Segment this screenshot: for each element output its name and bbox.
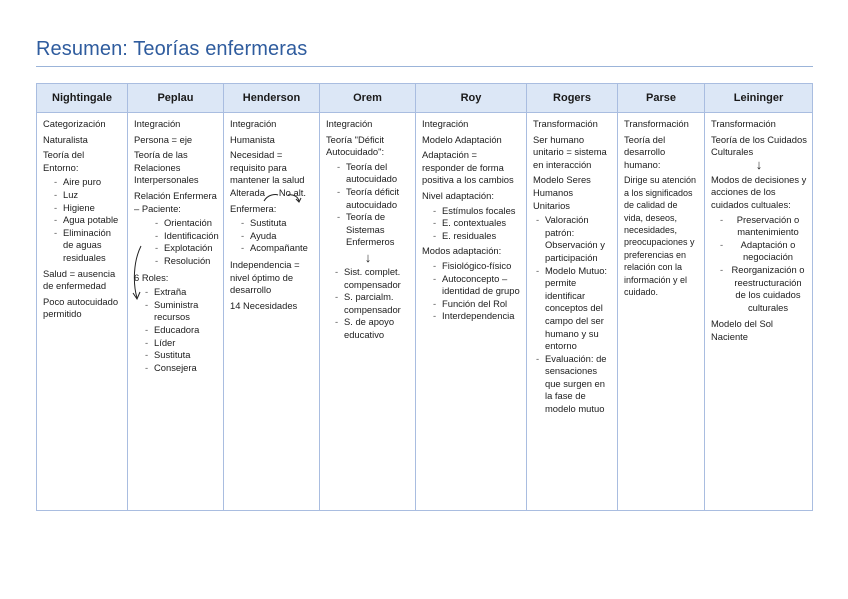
list-item: - Acompañante [240,242,314,255]
arrow-down-icon: ↓ [755,156,763,172]
list-item: - Sustituta [144,349,218,362]
column-roy [416,84,527,510]
theory-text: Teoría de los Cuidados Culturales [711,133,807,158]
category-text: Transformación [533,118,598,129]
list-item: - Sustituta [240,217,314,230]
modes-list [719,214,807,315]
roles-heading: 6 Roles: [134,271,169,283]
paradigm-text: Humanista [230,133,275,145]
column-body [37,113,127,324]
sunrise-model: Modelo del Sol Naciente [711,318,774,342]
category-text: Integración [230,118,277,129]
systems-list [334,266,410,342]
person-text: Persona = eje [134,133,193,145]
arrow-down-icon: ↓ [364,249,372,265]
phases-list [144,217,218,267]
subtheories-list [326,161,410,249]
column-orem [320,84,416,510]
need-definition: Necesidad = requisito para mantener la salud [230,149,305,186]
category-text: Transformación [624,118,689,129]
list-item: - Función del Rol [432,298,521,311]
list-item: - Sist. complet. compensador [334,266,410,291]
list-item: - Suministra recursos [144,299,218,324]
levels-list [422,205,521,243]
column-nightingale [37,84,128,510]
list-item: - Teoría déficit autocuidado [336,186,410,211]
nurse-heading: Enfermera: [230,202,277,214]
selfcare-note: Poco autocuidado permitido [43,295,119,320]
column-body [618,113,704,301]
column-leininger [705,84,812,510]
list-item: - Ayuda [240,230,314,243]
list-item: - Luz [53,189,122,202]
model-text: Modelo Adaptación [422,133,502,145]
list-item: - Extraña [144,286,218,299]
list-item: - Identificación [154,230,218,243]
list-item: - Autoconcepto – identidad de grupo [432,273,521,298]
list-item: - Reorganización o reestructuración de los cuidados culturales [719,264,807,314]
curved-arrow-icon [130,244,144,304]
category-text: Integración [134,118,181,129]
independence-definition: Independencia = nivel óptimo de desarrollo [230,258,300,296]
phases-list [535,214,612,416]
list-item: - Educadora [144,324,218,337]
list-item: - Resolución [154,255,218,268]
list-item: - E. residuales [432,230,521,243]
column-body [527,113,617,419]
list-item: - S. de apoyo educativo [334,316,410,341]
column-header: Nightingale [37,84,127,113]
modes-list [422,260,521,323]
column-parse [618,84,705,510]
category-text: Integración [326,118,373,129]
theory-text: Teoría de las Relaciones Interpersonales [134,149,199,186]
list-item: - Consejera [144,362,218,375]
category-text: Transformación [711,118,776,129]
column-body [705,113,812,347]
category-text: Categorización [43,118,106,129]
column-header: Roy [416,84,526,113]
title-divider [36,66,813,67]
list-item: - Líder [144,337,218,350]
list-item: - Eliminación de aguas residuales [53,227,122,265]
column-header: Parse [618,84,704,113]
list-item: - E. contextuales [432,217,521,230]
list-item: - Preservación o mantenimiento [719,214,807,239]
theory-description: Dirige su atención a los significados de calidad de vida, deseos, necesidades, preocupaciones y preferencias en relación con la información y el cuidado. [624,175,697,298]
column-header: Peplau [128,84,223,113]
relation-text: Relación Enfermera – Paciente: [134,189,217,214]
list-item: - Estímulos focales [432,205,521,218]
theory-text: Teoría del desarrollo humano: [624,133,666,170]
not-altered-label: No alt. [278,186,306,198]
list-item: - Higiene [53,202,122,215]
column-header: Henderson [224,84,319,113]
list-item: - S. parcialm. compensador [334,291,410,316]
list-item: - Evaluación: de sensaciones que surgen en la fase de modelo mutuo [535,353,610,416]
levels-heading: Nivel adaptación: [422,189,494,201]
column-peplau [128,84,224,510]
health-definition: Salud = ausencia de enfermedad [43,267,116,292]
split-arrows-icon [242,191,304,205]
column-body [416,113,526,326]
modes-heading: Modos de decisiones y acciones de los cuidados cultuales: [711,173,807,210]
roles-list [134,286,218,374]
column-rogers [527,84,618,510]
list-item: - Adaptación o negociación [719,239,807,264]
column-body [224,113,319,315]
list-item: - Explotación [154,242,218,255]
theory-text: Teoría "Déficit Autocuidado": [326,133,385,158]
modes-heading: Modos adaptación: [422,245,502,257]
theory-text: Teoría del Entorno: [43,149,85,173]
category-text: Integración [422,118,469,129]
column-body [320,113,415,345]
column-henderson [224,84,320,510]
list-item: - Agua potable [53,214,122,227]
needs-count: 14 Necesidades [230,299,298,311]
adaptation-definition: Adaptación = responder de forma positiva a los cambios [422,149,514,186]
theories-table [36,83,813,511]
list-item: - Teoría de Sistemas Enfermeros [336,211,410,249]
list-item: - Aire puro [53,176,122,189]
list-item: - Interdependencia [432,310,521,323]
page-title: Resumen: Teorías enfermeras [36,38,308,60]
list-item: - Valoración patrón: Observación y participación [535,214,610,264]
human-definition: Ser humano unitario = sistema en interacción [533,133,607,170]
column-header: Rogers [527,84,617,113]
nurse-roles-list [230,217,314,255]
column-header: Leininger [705,84,812,113]
list-item: - Modelo Mutuo: permite identificar conceptos del campo del ser humano y su entorno [535,265,610,353]
list-item: - Fisiológico-físico [432,260,521,273]
list-item: - Teoría del autocuidado [336,161,410,186]
paradigm-text: Naturalista [43,133,88,145]
column-header: Orem [320,84,415,113]
environment-list [43,176,122,264]
model-text: Modelo Seres Humanos Unitarios [533,174,591,211]
list-item: - Orientación [154,217,218,230]
altered-label: Alterada [230,186,265,198]
